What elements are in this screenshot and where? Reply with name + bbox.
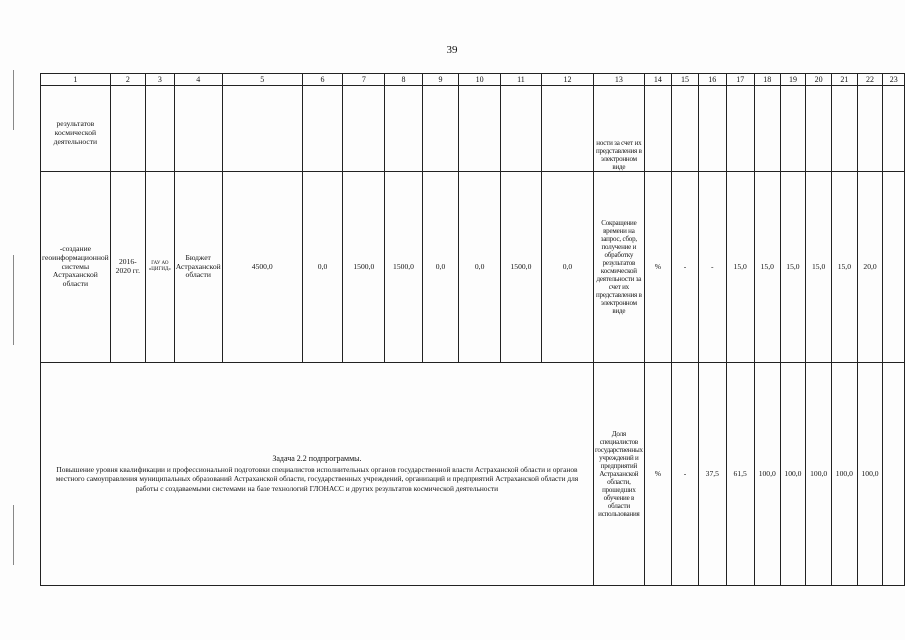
table-row-gis-creation bbox=[41, 172, 905, 363]
task-description-cell bbox=[41, 363, 594, 586]
empty-cell bbox=[422, 86, 459, 172]
empty-cell bbox=[699, 86, 726, 172]
empty-cell bbox=[145, 86, 174, 172]
empty-cell bbox=[754, 86, 780, 172]
column-number: 5 bbox=[222, 74, 302, 86]
empty-cell bbox=[459, 86, 501, 172]
indicator-value-cell: 37,5 bbox=[699, 363, 726, 586]
funding-2020-cell: 0,0 bbox=[459, 172, 501, 363]
column-number: 3 bbox=[145, 74, 174, 86]
indicator-value-cell: - bbox=[671, 172, 698, 363]
empty-cell bbox=[222, 86, 302, 172]
empty-cell bbox=[343, 86, 385, 172]
indicator-value-cell: 100,0 bbox=[806, 363, 832, 586]
indicator-value-cell bbox=[883, 363, 905, 586]
empty-cell bbox=[644, 86, 671, 172]
indicator-name-cell: ности за счет их представления в электронном виде bbox=[593, 86, 644, 172]
column-number: 4 bbox=[174, 74, 222, 86]
program-indicators-table bbox=[40, 73, 905, 586]
indicator-value-cell: 15,0 bbox=[780, 172, 806, 363]
column-number: 21 bbox=[832, 74, 858, 86]
column-number: 22 bbox=[857, 74, 883, 86]
binding-margin-line bbox=[13, 70, 14, 130]
empty-cell bbox=[726, 86, 754, 172]
empty-cell bbox=[385, 86, 422, 172]
empty-cell bbox=[780, 86, 806, 172]
column-number: 2 bbox=[110, 74, 145, 86]
column-number: 9 bbox=[422, 74, 459, 86]
event-name-cell: -создание геоинформационной системы Астраханской области bbox=[41, 172, 111, 363]
task-description: Повышение уровня квалификации и профессиональной подготовки специалистов исполнительных органов государственной власти Астраханской области и органов местного самоуправления муниципальных образований Астраханской области, государственных учреждений, организаций и предприятий Астраханской области для работы с создаваемыми системами на базе технологий ГЛОНАСС и других результатов космической деятельности bbox=[55, 464, 579, 493]
funding-2019-cell: 0,0 bbox=[422, 172, 459, 363]
page-number: 39 bbox=[446, 44, 458, 56]
indicator-value-cell: 15,0 bbox=[726, 172, 754, 363]
column-number: 16 bbox=[699, 74, 726, 86]
binding-margin-line bbox=[13, 255, 14, 345]
funding-2018-cell: 1500,0 bbox=[385, 172, 422, 363]
funding-2017-cell: 1500,0 bbox=[343, 172, 385, 363]
funding-col12-cell: 0,0 bbox=[541, 172, 593, 363]
indicator-value-cell: 100,0 bbox=[780, 363, 806, 586]
column-number: 18 bbox=[754, 74, 780, 86]
column-number: 11 bbox=[500, 74, 541, 86]
empty-cell bbox=[541, 86, 593, 172]
indicator-name-cell: Сокращение времени на запрос, сбор, получение и обработку результатов космической деятельности за счет их представления в электронном виде bbox=[593, 172, 644, 363]
empty-cell bbox=[302, 86, 343, 172]
indicator-value-cell: 61,5 bbox=[726, 363, 754, 586]
indicator-value-cell: - bbox=[671, 363, 698, 586]
column-number: 7 bbox=[343, 74, 385, 86]
empty-cell bbox=[832, 86, 858, 172]
indicator-value-cell: 20,0 bbox=[857, 172, 883, 363]
column-number: 20 bbox=[806, 74, 832, 86]
total-funding-cell: 4500,0 bbox=[222, 172, 302, 363]
indicator-value-cell: 100,0 bbox=[857, 363, 883, 586]
column-number: 6 bbox=[302, 74, 343, 86]
empty-cell bbox=[857, 86, 883, 172]
column-number: 15 bbox=[671, 74, 698, 86]
binding-margin-line bbox=[13, 505, 14, 565]
indicator-value-cell: 100,0 bbox=[754, 363, 780, 586]
column-number: 13 bbox=[593, 74, 644, 86]
period-cell: 2016-2020 гг. bbox=[110, 172, 145, 363]
indicator-value-cell: 15,0 bbox=[806, 172, 832, 363]
funding-2016-cell: 0,0 bbox=[302, 172, 343, 363]
indicator-value-cell: 100,0 bbox=[832, 363, 858, 586]
task-title: Задача 2.2 подпрограммы. bbox=[272, 454, 362, 464]
column-number: 23 bbox=[883, 74, 905, 86]
empty-cell bbox=[500, 86, 541, 172]
indicator-name-cell: Доля специалистов государственных учреждений и предприятий Астраханской области, прошедших обучение в области использования bbox=[593, 363, 644, 586]
empty-cell bbox=[671, 86, 698, 172]
funding-source-cell: Бюджет Астраханской области bbox=[174, 172, 222, 363]
unit-cell: % bbox=[644, 363, 671, 586]
event-name-cell: результатов космической деятельности bbox=[41, 86, 111, 172]
column-number-row bbox=[41, 74, 905, 86]
column-number: 1 bbox=[41, 74, 111, 86]
empty-cell bbox=[174, 86, 222, 172]
indicator-value-cell: 15,0 bbox=[754, 172, 780, 363]
indicator-value-cell: 15,0 bbox=[832, 172, 858, 363]
table-row-continuation bbox=[41, 86, 905, 172]
empty-cell bbox=[110, 86, 145, 172]
table-row-task-2-2 bbox=[41, 363, 905, 586]
indicator-value-cell bbox=[883, 172, 905, 363]
empty-cell bbox=[883, 86, 905, 172]
column-number: 14 bbox=[644, 74, 671, 86]
column-number: 10 bbox=[459, 74, 501, 86]
unit-cell: % bbox=[644, 172, 671, 363]
funding-col11-cell: 1500,0 bbox=[500, 172, 541, 363]
executor-cell: ГАУ АО «ЦИГИД» bbox=[145, 172, 174, 363]
empty-cell bbox=[806, 86, 832, 172]
column-number: 12 bbox=[541, 74, 593, 86]
column-number: 8 bbox=[385, 74, 422, 86]
column-number: 17 bbox=[726, 74, 754, 86]
indicator-value-cell: - bbox=[699, 172, 726, 363]
column-number: 19 bbox=[780, 74, 806, 86]
